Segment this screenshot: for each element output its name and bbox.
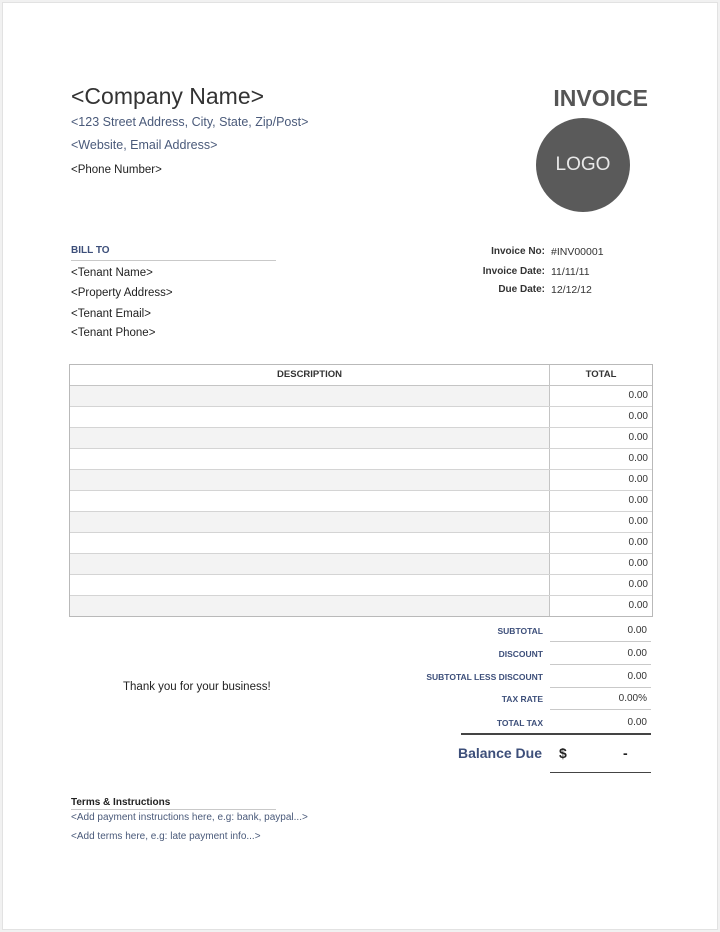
row-description[interactable] [70,428,550,448]
row-total: 0.00 [628,411,648,422]
balance-top-rule [461,733,651,735]
terms-label: Terms & Instructions [71,797,171,808]
terms-divider [71,809,276,810]
tax-rate-value: 0.00% [618,693,647,704]
property-address: <Property Address> [71,287,173,299]
row-total: 0.00 [628,453,648,464]
balance-due-value: - [623,745,628,761]
invoice-title: INVOICE [553,85,648,111]
tenant-email: <Tenant Email> [71,308,151,320]
discount-value: 0.00 [627,648,647,659]
row-description[interactable] [70,575,550,595]
row-total: 0.00 [628,537,648,548]
due-date-label: Due Date: [498,284,545,295]
row-description[interactable] [70,386,550,406]
table-row [70,428,652,449]
total-tax-value: 0.00 [627,717,647,728]
row-description[interactable] [70,449,550,469]
row-total: 0.00 [628,516,648,527]
tax-rate-label: TAX RATE [501,694,543,704]
table-row [70,533,652,554]
payment-instructions: <Add payment instructions here, e.g: bank, paypal...> [71,812,308,823]
table-row [70,407,652,428]
row-description[interactable] [70,407,550,427]
invoice-page [2,2,718,930]
table-row [70,386,652,407]
logo-text: LOGO [555,154,611,175]
bill-to-divider [71,260,276,261]
invoice-date-label: Invoice Date: [482,266,545,277]
company-web-email: <Website, Email Address> [71,138,218,152]
subtotal-value: 0.00 [627,625,647,636]
company-address: <123 Street Address, City, State, Zip/Post> [71,115,309,129]
table-row [70,512,652,533]
row-description[interactable] [70,470,550,490]
row-description[interactable] [70,596,550,616]
discount-divider [550,664,651,665]
row-total: 0.00 [628,558,648,569]
table-row [70,449,652,470]
table-header [70,365,652,386]
description-header: DESCRIPTION [70,365,550,385]
row-description[interactable] [70,491,550,511]
tax-rate-divider [550,709,651,710]
subtotal-label: SUBTOTAL [497,626,543,636]
table-row [70,575,652,596]
subtotal-divider [550,641,651,642]
thank-you-note: Thank you for your business! [123,681,271,693]
company-phone: <Phone Number> [71,164,162,176]
discount-label: DISCOUNT [498,649,543,659]
row-description[interactable] [70,554,550,574]
row-total: 0.00 [628,432,648,443]
invoice-no-label: Invoice No: [491,246,545,257]
subtotal-less-discount-divider [550,687,651,688]
row-description[interactable] [70,512,550,532]
invoice-date-value: 11/11/11 [551,266,590,278]
row-total: 0.00 [628,390,648,401]
balance-bottom-rule [550,772,651,773]
balance-due-label: Balance Due [457,745,542,761]
logo-placeholder [536,118,630,212]
total-tax-label: TOTAL TAX [496,718,543,728]
row-total: 0.00 [628,600,648,611]
due-date-value: 12/12/12 [551,284,592,296]
balance-currency: $ [559,745,567,761]
terms-info: <Add terms here, e.g: late payment info...> [71,831,261,842]
subtotal-less-discount-value: 0.00 [627,671,647,682]
table-row [70,491,652,512]
table-row [70,470,652,491]
tenant-name: <Tenant Name> [71,267,153,279]
tenant-phone: <Tenant Phone> [71,327,156,339]
total-header: TOTAL [585,369,617,380]
bill-to-label: BILL TO [71,245,110,256]
table-row [70,554,652,575]
table-body [70,386,652,616]
row-total: 0.00 [628,495,648,506]
invoice-no-value: #INV00001 [551,246,604,258]
row-total: 0.00 [628,474,648,485]
company-name: <Company Name> [71,83,265,109]
row-total: 0.00 [628,579,648,590]
subtotal-less-discount-label: SUBTOTAL LESS DISCOUNT [426,672,543,682]
row-description[interactable] [70,533,550,553]
table-row [70,596,652,616]
line-items-table [69,364,653,617]
